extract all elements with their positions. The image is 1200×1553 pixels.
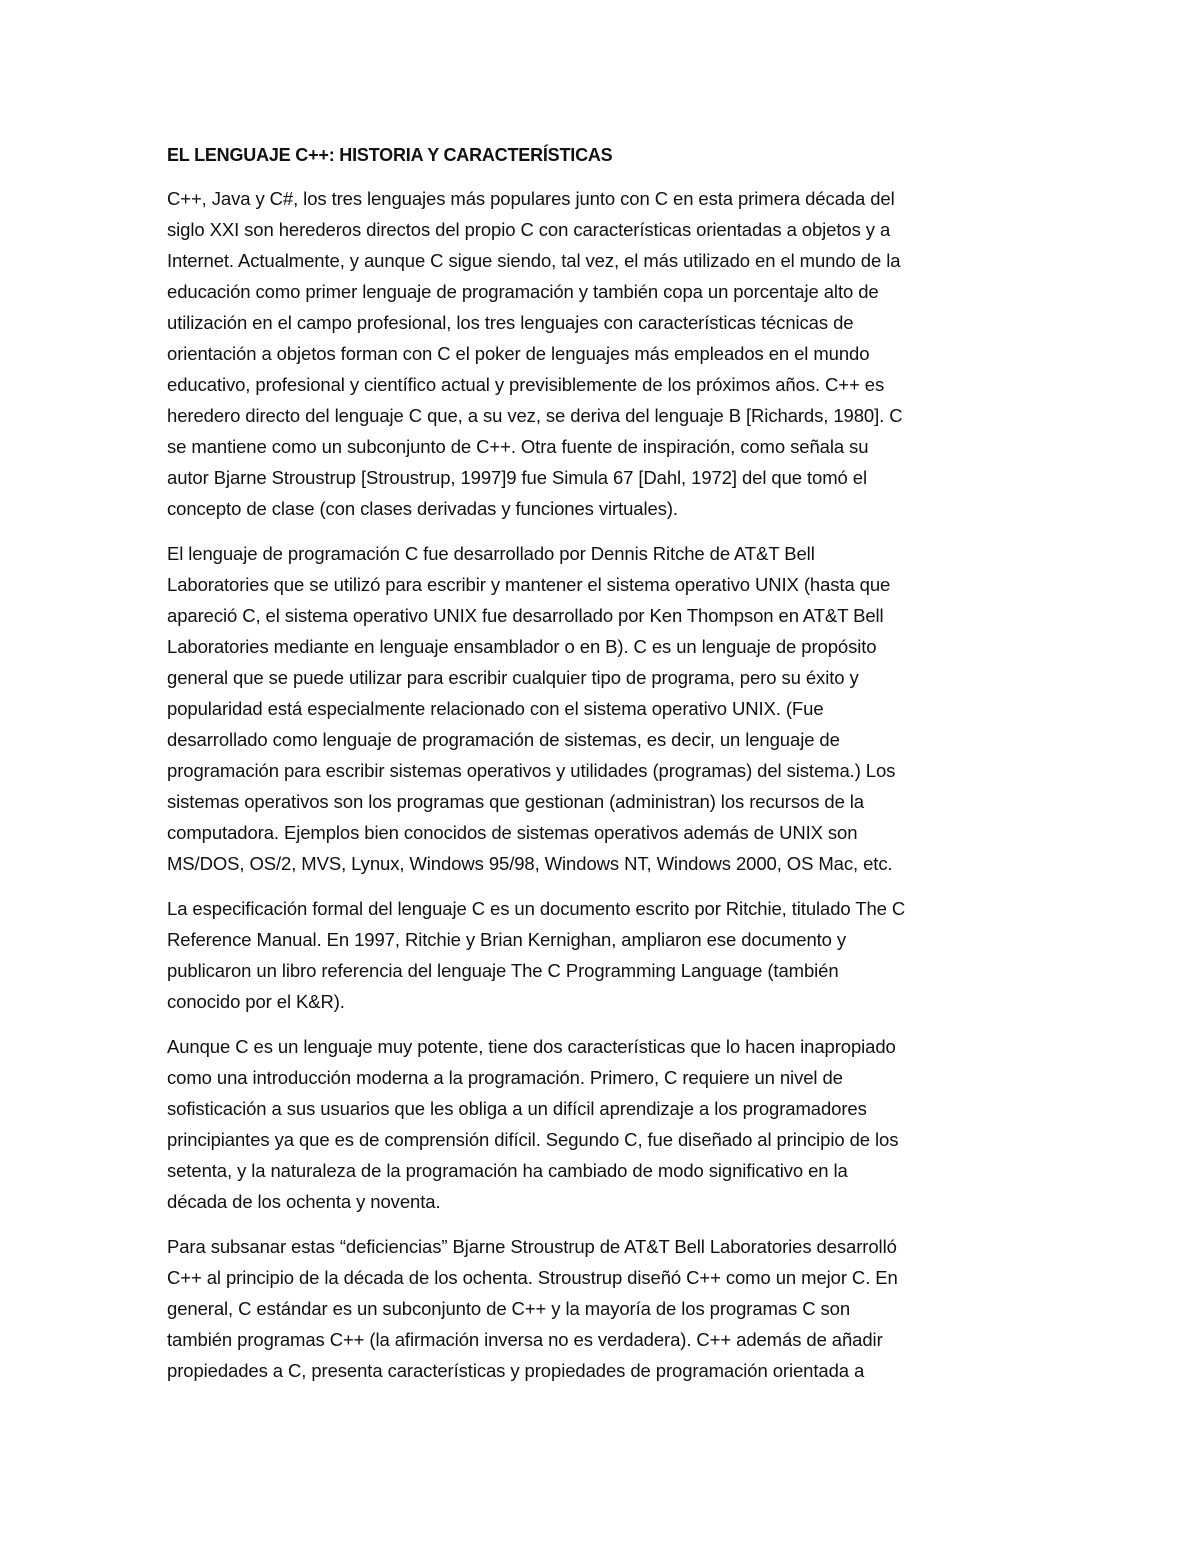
text-line: Internet. Actualmente, y aunque C sigue siendo, tal vez, el más utilizado en el mundo de la — [167, 250, 901, 271]
text-line: como una introducción moderna a la programación. Primero, C requiere un nivel de — [167, 1067, 843, 1088]
text-line: educativo, profesional y científico actual y previsiblemente de los próximos años. C++ es — [167, 374, 885, 395]
text-line: sofisticación a sus usuarios que les obliga a un difícil aprendizaje a los programadores — [167, 1098, 867, 1119]
paragraph — [167, 538, 1037, 879]
text-line: también programas C++ (la afirmación inversa no es verdadera). C++ además de añadir — [167, 1329, 883, 1350]
paragraph — [167, 183, 1037, 524]
paragraph — [167, 1031, 1037, 1217]
text-line: utilización en el campo profesional, los tres lenguajes con características técnicas de — [167, 312, 854, 333]
text-line: conocido por el K&R). — [167, 991, 345, 1012]
text-line: La especificación formal del lenguaje C es un documento escrito por Ritchie, titulado The C — [167, 898, 906, 919]
text-line: se mantiene como un subconjunto de C++. Otra fuente de inspiración, como señala su — [167, 436, 869, 457]
text-line: siglo XXI son herederos directos del propio C con características orientadas a objetos y a — [167, 219, 891, 240]
text-line: El lenguaje de programación C fue desarrollado por Dennis Ritche de AT&T Bell — [167, 543, 815, 564]
paragraph — [167, 1231, 1037, 1386]
text-line: propiedades a C, presenta características y propiedades de programación orientada a — [167, 1360, 865, 1381]
text-line: educación como primer lenguaje de programación y también copa un porcentaje alto de — [167, 281, 879, 302]
paragraphs-container — [167, 183, 1037, 1386]
text-line: heredero directo del lenguaje C que, a su vez, se deriva del lenguaje B [Richards, 1980]. C — [167, 405, 903, 426]
text-line: apareció C, el sistema operativo UNIX fue desarrollado por Ken Thompson en AT&T Bell — [167, 605, 884, 626]
text-line: programación para escribir sistemas operativos y utilidades (programas) del sistema.) Los — [167, 760, 896, 781]
text-line: Reference Manual. En 1997, Ritchie y Brian Kernighan, ampliaron ese documento y — [167, 929, 847, 950]
text-line: orientación a objetos forman con C el poker de lenguajes más empleados en el mundo — [167, 343, 870, 364]
text-line: Para subsanar estas “deficiencias” Bjarne Stroustrup de AT&T Bell Laboratories desarrolló — [167, 1236, 897, 1257]
text-line: popularidad está especialmente relacionado con el sistema operativo UNIX. (Fue — [167, 698, 824, 719]
text-line: publicaron un libro referencia del lenguaje The C Programming Language (también — [167, 960, 839, 981]
text-line: Aunque C es un lenguaje muy potente, tiene dos características que lo hacen inapropiado — [167, 1036, 896, 1057]
text-line: década de los ochenta y noventa. — [167, 1191, 441, 1212]
text-line: general, C estándar es un subconjunto de C++ y la mayoría de los programas C son — [167, 1298, 851, 1319]
text-line: autor Bjarne Stroustrup [Stroustrup, 1997]9 fue Simula 67 [Dahl, 1972] del que tomó el — [167, 467, 867, 488]
text-line: C++ al principio de la década de los ochenta. Stroustrup diseñó C++ como un mejor C. En — [167, 1267, 898, 1288]
text-line: C++, Java y C#, los tres lenguajes más populares junto con C en esta primera década del — [167, 188, 895, 209]
text-line: principiantes ya que es de comprensión difícil. Segundo C, fue diseñado al principio de los — [167, 1129, 899, 1150]
text-line: Laboratories mediante en lenguaje ensamblador o en B). C es un lenguaje de propósito — [167, 636, 877, 657]
paragraph — [167, 893, 1037, 1017]
document-title: EL LENGUAJE C++: HISTORIA Y CARACTERÍSTICAS — [167, 145, 613, 165]
text-line: setenta, y la naturaleza de la programación ha cambiado de modo significativo en la — [167, 1160, 848, 1181]
text-line: general que se puede utilizar para escribir cualquier tipo de programa, pero su éxito y — [167, 667, 859, 688]
text-line: computadora. Ejemplos bien conocidos de sistemas operativos además de UNIX son — [167, 822, 858, 843]
text-line: sistemas operativos son los programas que gestionan (administran) los recursos de la — [167, 791, 864, 812]
text-line: desarrollado como lenguaje de programación de sistemas, es decir, un lenguaje de — [167, 729, 840, 750]
text-line: concepto de clase (con clases derivadas y funciones virtuales). — [167, 498, 678, 519]
document-body — [167, 140, 1037, 1400]
text-line: Laboratories que se utilizó para escribir y mantener el sistema operativo UNIX (hasta que — [167, 574, 891, 595]
text-line: MS/DOS, OS/2, MVS, Lynux, Windows 95/98, Windows NT, Windows 2000, OS Mac, etc. — [167, 853, 893, 874]
